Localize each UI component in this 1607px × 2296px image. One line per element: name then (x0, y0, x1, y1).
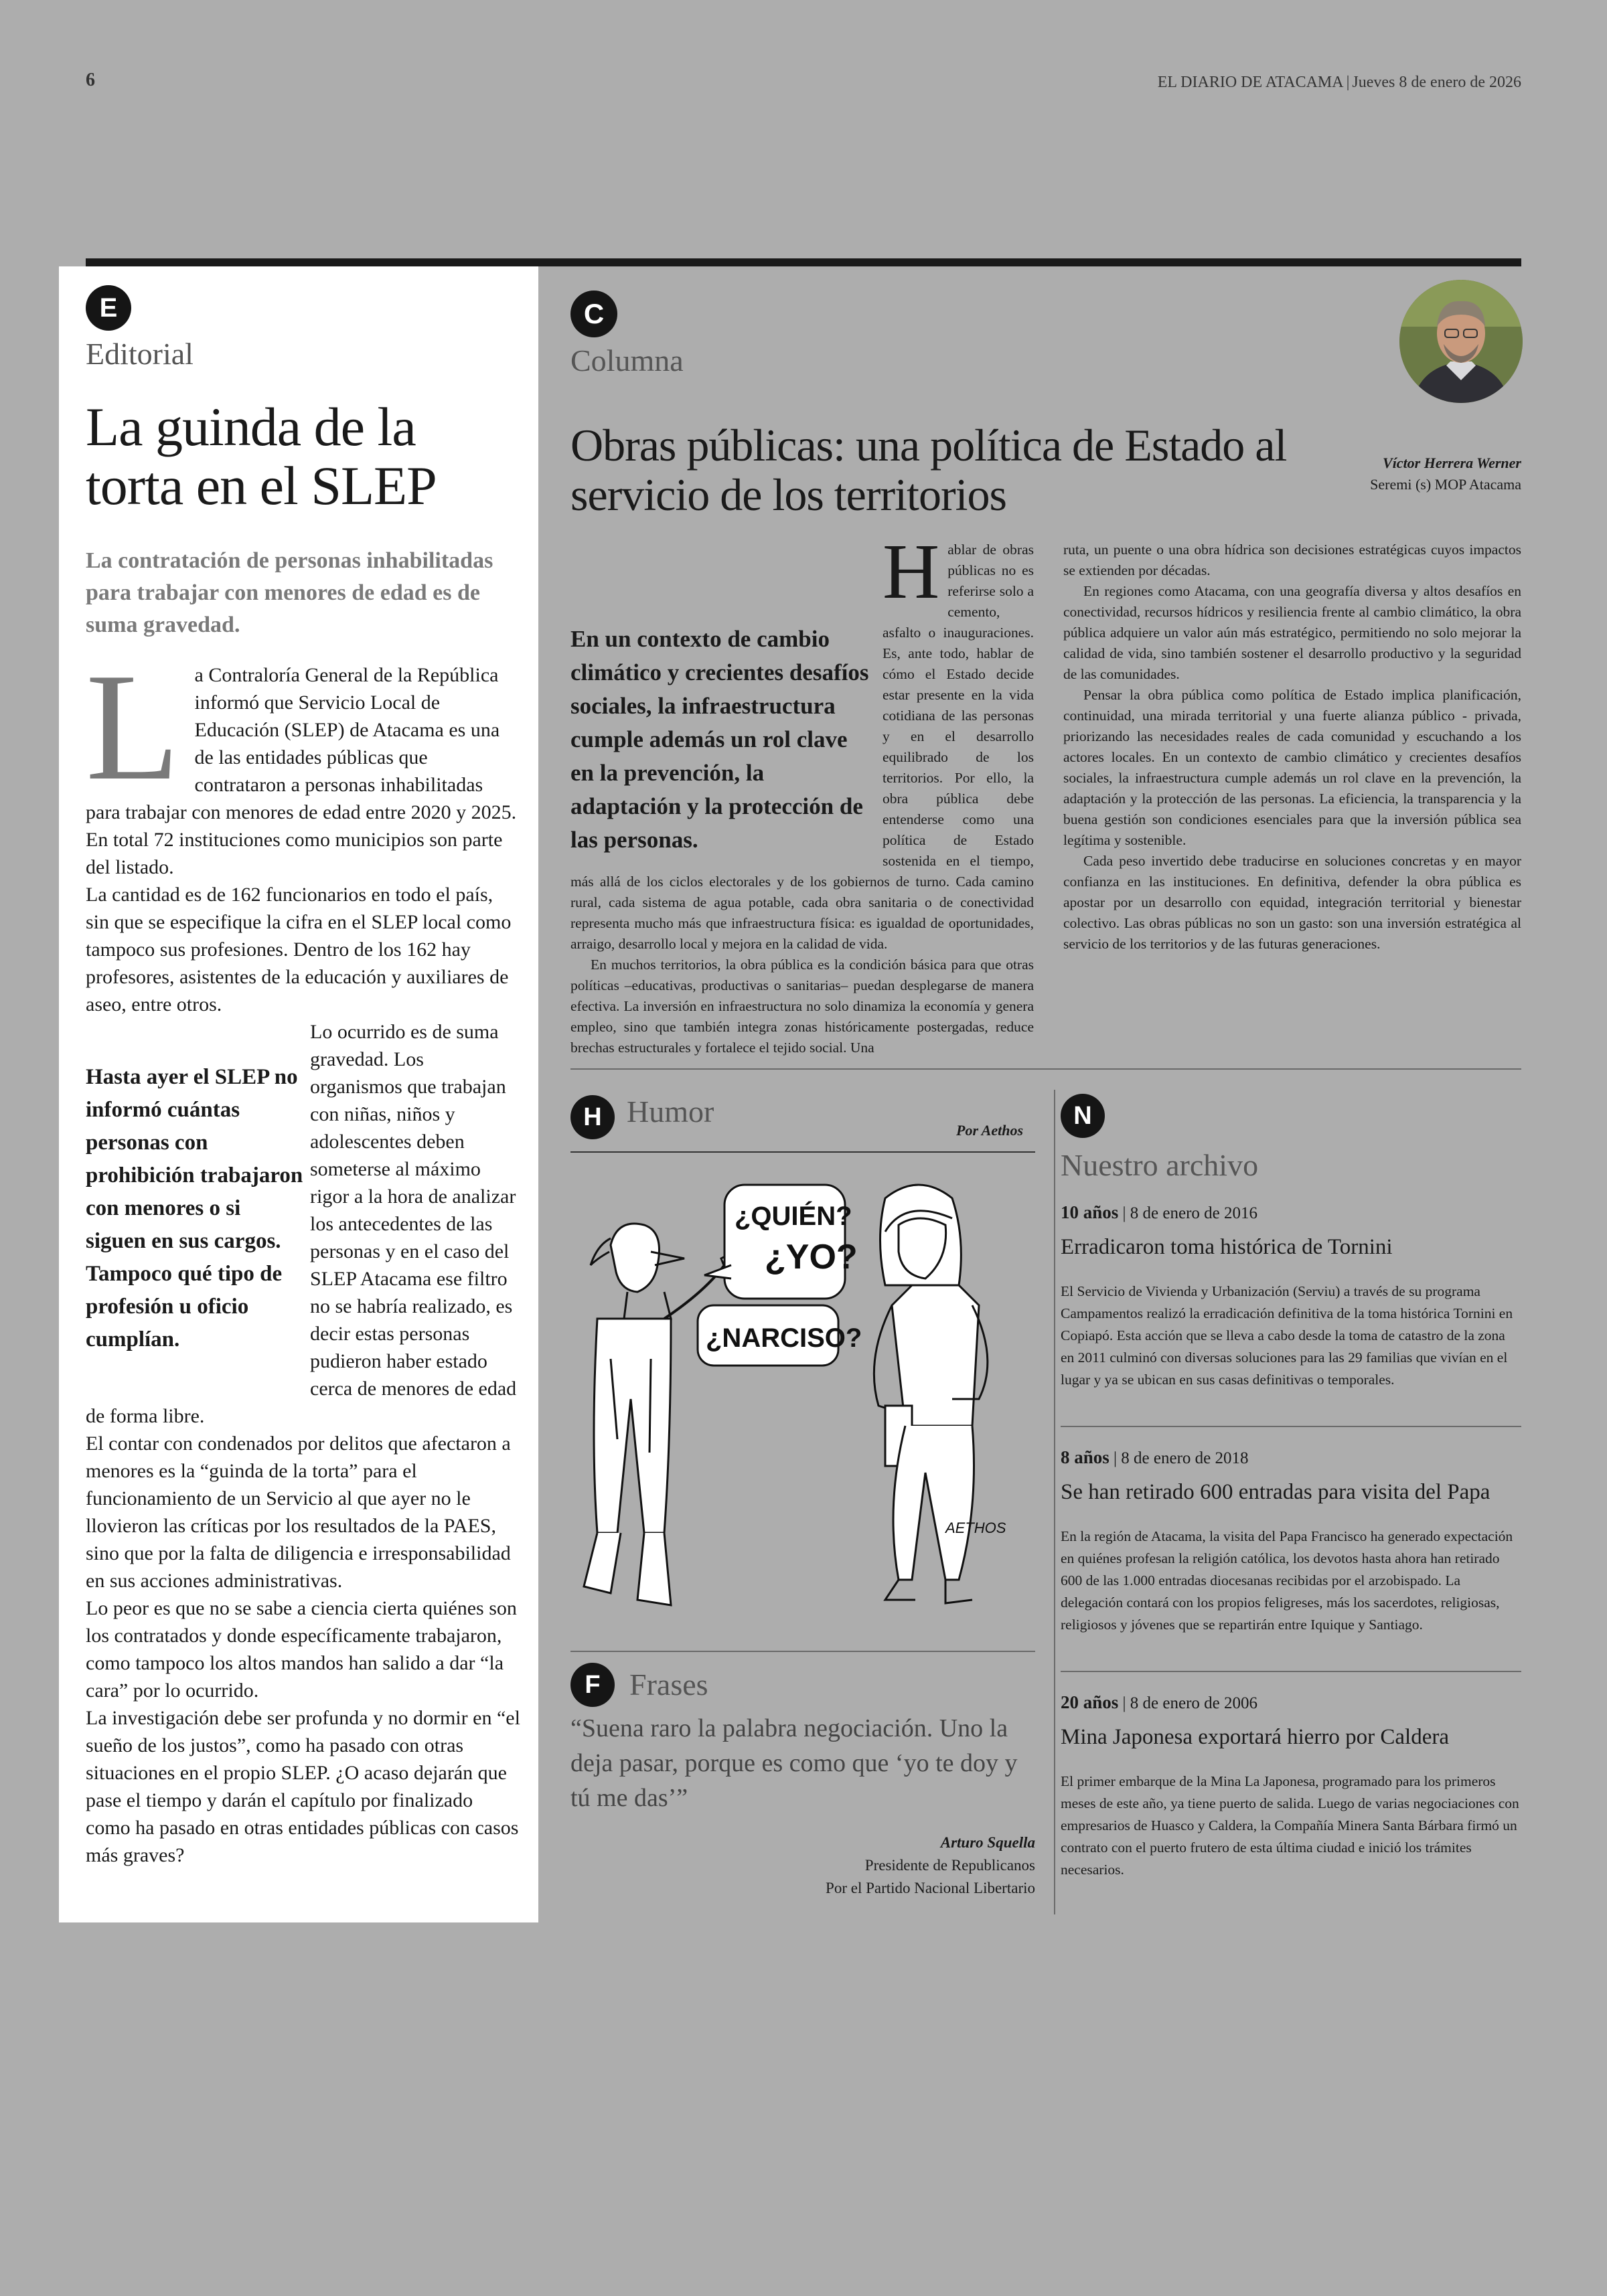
archive-text: El primer embarque de la Mina La Japonesa, programado para los primeros meses de este año, ya tiene puerto de salida. Luego de varias negociaciones con empresarios de Huasco y Caldera, la Compañía Minera Santa Bárbara firmó un contrato con el puerto frutero de esta última ciudad e inició los trámites necesarios. (1061, 1773, 1519, 1878)
column-text-left (570, 527, 1034, 1058)
archive-section-label: Nuestro archivo (1061, 1148, 1259, 1182)
editorial-panel (59, 266, 538, 1922)
publication-date: Jueves 8 de enero de 2026 (1352, 74, 1521, 91)
archive-headline: Mina Japonesa exportará hierro por Caldera (1061, 1725, 1450, 1749)
column-body (570, 527, 1521, 1059)
column-paragraph: En regiones como Atacama, con una geografía diversa y altos desafíos en conectividad, recursos hídricos y resiliencia frente al cambio climático, la obra pública adquiere un valor aún más estratégico, permitiendo no solo mejorar la calidad de vida, sino también sostener el desarrollo productivo y la seguridad de las comunidades. (1063, 583, 1521, 682)
editorial-paragraph: La investigación debe ser profunda y no dormir en “el sueño de los justos”, como ha pasado con otras situaciones en el propio SLEP. ¿O acaso dejarán que pase el tiempo y darán el capítulo por finalizado como ha pasado en otras entidades públicas con casos más graves? (86, 1707, 520, 1866)
author-avatar (1399, 280, 1523, 403)
column-author (1370, 453, 1521, 495)
editorial-paragraph: Lo ocurrido es de suma gravedad. Los organismos que trabajan con niñas, niños y adolescentes deben someterse al máximo rigor a la hora de analizar los antecedentes de las personas y en el caso del SLEP Atacama ese filtro no se habría realizado, es decir estas personas pudieron haber estado cerca de menores de edad de forma libre. (86, 1021, 517, 1427)
archive-date: 8 de enero de 2018 (1121, 1449, 1249, 1467)
archive-divider (1061, 1426, 1521, 1427)
column-paragraph: ablar de obras públicas no es referirse solo a cemento, asfalto o inauguraciones. Es, ante todo, hablar de cómo el Estado decide estar presente en la vida cotidiana de las personas y en el desarrollo equilibrado de los territorios. Por ello, la obra pública debe entenderse como una política de Estado sostenida en el tiempo, más allá de los ciclos electorales y de los gobiernos de turno. Cada camino rural, cada sistema de agua potable, cada obra sanitaria o de conectividad representa mucho más que infraestructura física: es igualdad de oportunidades, arraigo, desarrollo local y mejora en la calidad de vida. (570, 542, 1034, 952)
archive-text: El Servicio de Vivienda y Urbanización (Serviu) a través de su programa Campamentos realizó la erradicación definitiva de la toma histórica Tornini en Copiapó. Esta acción que se lleva a cabo desde la toma de catastro de la zona en 2011 culminó con diversas soluciones para las 29 familias que vivían en el lugar y ya se ubican en sus casas definitivas o temporales. (1061, 1283, 1513, 1388)
humor-badge: H (570, 1095, 615, 1139)
publication-name: EL DIARIO DE ATACAMA (1157, 74, 1344, 91)
frases-name: Arturo Squella (940, 1834, 1035, 1851)
column-text-right (1063, 540, 1521, 955)
section-divider (570, 1068, 1521, 1070)
archive-divider (1061, 1671, 1521, 1672)
section-divider (570, 1651, 1035, 1652)
column-pull-quote: En un contexto de cambio climático y crecientes desafíos sociales, la infraestructura cumple además un rol clave en la prevención, la adaptación y la protección de las personas. (570, 626, 869, 853)
author-portrait-icon (1399, 280, 1523, 403)
column-paragraph: Cada peso invertido debe traducirse en soluciones concretas y en mayor confianza en las instituciones. En definitiva, defender la obra pública es apostar por un desarrollo con equidad, integración territorial y bienestar colectivo. Las obras públicas no son un gasto: son una inversión estratégica al servicio de los territorios y de las futuras generaciones. (1063, 853, 1521, 952)
editorial-paragraph: a Contraloría General de la República informó que Servicio Local de Educación (SLEP) de Atacama es una de las entidades públicas que contrataron a personas inhabilitadas para trabajar con menores de edad entre 2020 y 2025. En total 72 instituciones como municipios son parte del listado. (86, 664, 517, 878)
column-paragraph: En muchos territorios, la obra pública es la condición básica para que otras políticas –educativas, productivas o sanitarias– puedan desplegarse de manera efectiva. La inversión en infraestructura no solo dinamiza la economía y genera empleo, sino que también integra zonas históricamente postergadas, reduce brechas estructurales y fortalece el tejido social. Una (570, 957, 1034, 1056)
archive-years: 20 años (1061, 1692, 1119, 1712)
top-rule (86, 258, 1521, 266)
humor-section-label: Humor (627, 1094, 714, 1129)
column-divider (1054, 1090, 1055, 1914)
frases-attribution (826, 1831, 1035, 1900)
frases-quote: “Suena raro la palabra negociación. Uno la deja pasar, porque es como que ‘yo te doy y tú me das’” (570, 1714, 1018, 1812)
cartoon-signature: AETHOS (945, 1520, 1006, 1536)
editorial-body (86, 641, 521, 1869)
column-badge: C (570, 291, 617, 337)
column-paragraph: Pensar la obra pública como política de Estado implica planificación, continuidad, una mirada territorial y una fuerte alianza público - privada, priorizando las necesidades reales de cada comunidad y escuchando a los actores locales. En un contexto de cambio climático y crecientes desafíos sociales, la infraestructura cumple además un rol clave en la prevención, la adaptación y la protección de las personas. La eficiencia, la transparencia y la buena gestión son condiciones esenciales para que la inversión pública sea legítima y sostenible. (1063, 687, 1521, 848)
author-name: Víctor Herrera Werner (1383, 455, 1521, 471)
frases-badge: F (570, 1663, 615, 1707)
editorial-dropcap: L (86, 641, 180, 812)
editorial-pull-quote: Hasta ayer el SLEP no informó cuántas personas con prohibición trabajaron con menores o si siguen en sus cargos. Tampoco qué tipo de profesión u oficio cumplían. (86, 1065, 303, 1351)
editorial-paragraph: La cantidad es de 162 funcionarios en todo el país, sin que se especifique la cifra en el SLEP local como tampoco sus profesiones. Dentro de los 162 hay profesores, asistentes de la educación y auxiliares de aseo, entre otros. (86, 884, 512, 1015)
editorial-badge: E (86, 285, 131, 331)
archive-badge: N (1061, 1094, 1105, 1138)
archive-years: 10 años (1061, 1202, 1119, 1222)
column-title: Obras públicas: una política de Estado al servicio de los territorios (570, 420, 1287, 520)
humor-cartoon (570, 1158, 1039, 1640)
cartoon-bubble-text: ¿QUIÉN? (735, 1202, 852, 1231)
archive-headline: Erradicaron toma histórica de Tornini (1061, 1235, 1393, 1259)
editorial-lead: La contratación de personas inhabilitadas para trabajar con menores de edad es de suma gravedad. (86, 548, 493, 637)
column-paragraph: ruta, un puente o una obra hídrica son decisiones estratégicas cuyos impactos se extienden por décadas. (1063, 542, 1521, 578)
publication-line: EL DIARIO DE ATACAMA | Jueves 8 de enero de 2026 (1157, 74, 1521, 91)
archive-years: 8 años (1061, 1447, 1109, 1467)
editorial-paragraph: El contar con condenados por delitos que afectaron a menores es la “guinda de la torta” para el funcionamiento de un Servicio al que ayer no le llovieron las críticas por los resultados de la PAES, sino que por la falta de diligencia e irresponsabilidad en sus acciones administrativas. (86, 1432, 511, 1592)
archive-text: En la región de Atacama, la visita del Papa Francisco ha generado expectación en quiénes profesan la religión católica, los devotos hasta ahora han retirado 600 de las 1.000 entradas diocesanas recibidas por el arzobispado. La delegación contará con los propios feligreses, más los sacerdotes, religiosas, religiosos y jóvenes que se repartirán entre Iquique y Santiago. (1061, 1528, 1513, 1633)
editorial-title: La guinda de la torta en el SLEP (86, 396, 437, 516)
editorial-section-label: Editorial (86, 337, 194, 371)
archive-date: 8 de enero de 2016 (1130, 1204, 1258, 1222)
cartoon-bubble-text: ¿YO? (765, 1238, 858, 1277)
frases-role: Por el Partido Nacional Libertario (826, 1880, 1035, 1896)
frases-role: Presidente de Republicanos (864, 1857, 1035, 1874)
archive-meta: 8 años | 8 de enero de 2018 (1061, 1447, 1249, 1467)
archive-item (1061, 1692, 1521, 1881)
humor-rule (570, 1151, 1035, 1153)
archive-date: 8 de enero de 2006 (1130, 1694, 1258, 1712)
author-role: Seremi (s) MOP Atacama (1370, 476, 1521, 493)
archive-meta: 20 años | 8 de enero de 2006 (1061, 1692, 1258, 1712)
page-number: 6 (86, 70, 95, 90)
column-dropcap: H (883, 527, 940, 615)
archive-headline: Se han retirado 600 entradas para visita del Papa (1061, 1480, 1490, 1504)
cartoon-bubble-text: ¿NARCISO? (706, 1323, 862, 1353)
archive-item (1061, 1447, 1521, 1636)
editorial-paragraph: Lo peor es que no se sabe a ciencia cierta quiénes son los contratados y donde específicamente trabajaron, como tampoco los altos mandos han salido a dar “la cara” por lo ocurrido. (86, 1597, 517, 1702)
archive-item (1061, 1202, 1521, 1391)
column-section-label: Columna (570, 343, 684, 378)
archive-meta: 10 años | 8 de enero de 2016 (1061, 1202, 1258, 1222)
humor-byline: Por Aethos (956, 1122, 1024, 1139)
frases-section-label: Frases (629, 1667, 708, 1702)
